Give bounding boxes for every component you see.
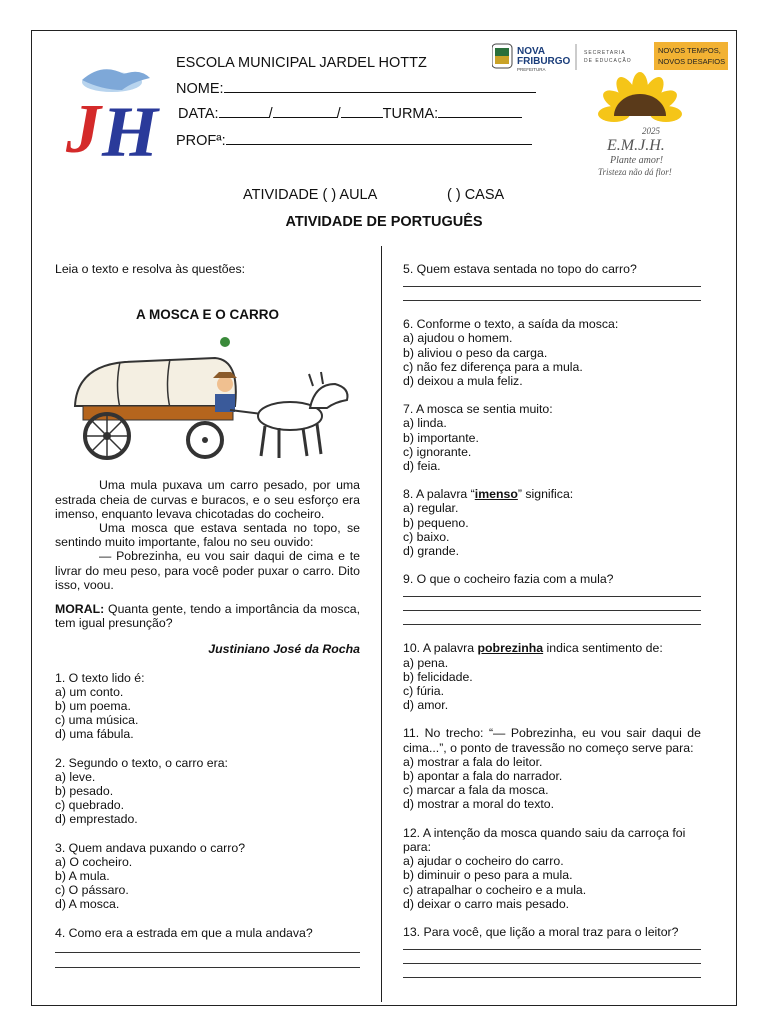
school-jh-logo	[62, 60, 162, 164]
day-line	[219, 104, 269, 118]
right-column	[403, 262, 701, 978]
year-line	[341, 104, 383, 118]
date-field[interactable]	[178, 104, 522, 122]
svg-text:H: H	[102, 92, 159, 164]
motto-1: Plante amor!	[610, 155, 664, 166]
q3-option-d[interactable]: d) A mosca.	[55, 897, 120, 912]
q7-option-a[interactable]: a) linda.	[403, 416, 447, 431]
q10-text-post: indica sentimento de:	[543, 641, 663, 656]
question-10	[403, 641, 701, 655]
answer-line[interactable]	[403, 624, 701, 625]
answer-line[interactable]	[403, 963, 701, 964]
left-column	[55, 262, 360, 968]
svg-text:NOVOS TEMPOS,: NOVOS TEMPOS,	[658, 46, 721, 55]
q1-option-a[interactable]: a) um conto.	[55, 684, 124, 699]
answer-line[interactable]	[403, 610, 701, 611]
name-line	[224, 79, 536, 93]
mule-cart-illustration	[65, 336, 355, 474]
q12-option-c[interactable]: c) atrapalhar o cocheiro e a mula.	[403, 882, 587, 897]
q8-text-post: ” significa:	[517, 487, 574, 502]
name-label: NOME:	[176, 81, 224, 97]
fly-icon	[220, 337, 230, 347]
q8-keyword: imenso	[474, 487, 518, 502]
school-acronym: E.M.J.H.	[607, 137, 665, 154]
q8-option-c[interactable]: c) baixo.	[403, 529, 450, 544]
question-2: 2. Segundo o texto, o carro era:	[55, 755, 228, 770]
school-name: ESCOLA MUNICIPAL JARDEL HOTTZ	[176, 55, 427, 71]
q1-option-d[interactable]: d) uma fábula.	[55, 727, 134, 742]
q7-option-c[interactable]: c) ignorante.	[403, 444, 472, 459]
moral-text: Quanta gente, tendo a importância da mosca, tem igual presunção?	[55, 602, 360, 631]
q12-option-b[interactable]: b) diminuir o peso para a mula.	[403, 868, 573, 883]
teacher-label: PROFª:	[176, 133, 226, 149]
q10-option-d[interactable]: d) amor.	[403, 698, 449, 713]
q10-keyword: pobrezinha	[477, 641, 544, 656]
q8-option-d[interactable]: d) grande.	[403, 544, 460, 559]
activity-aula-option[interactable]: ATIVIDADE ( ) AULA	[243, 187, 378, 203]
q7-option-b[interactable]: b) importante.	[403, 430, 479, 445]
story-title: A MOSCA E O CARRO	[135, 307, 279, 323]
answer-line[interactable]	[403, 286, 701, 287]
q1-option-b[interactable]: b) um poema.	[55, 699, 131, 714]
q7-option-d[interactable]: d) feia.	[403, 459, 441, 474]
svg-text:SECRETARIA: SECRETARIA	[584, 50, 626, 56]
q8-option-b[interactable]: b) pequeno.	[403, 515, 469, 530]
date-label: DATA:	[178, 106, 219, 122]
q2-option-b[interactable]: b) pesado.	[55, 784, 114, 799]
q11-option-b[interactable]: b) apontar a fala do narrador.	[403, 769, 563, 784]
column-divider	[381, 246, 382, 1002]
sunflower-icon	[598, 72, 682, 122]
q3-option-c[interactable]: c) O pássaro.	[55, 883, 129, 898]
question-13: 13. Para você, que lição a moral traz para o leitor?	[403, 924, 679, 939]
q10-option-b[interactable]: b) felicidade.	[403, 669, 473, 684]
q3-option-a[interactable]: a) O cocheiro.	[55, 854, 133, 869]
q10-option-a[interactable]: a) pena.	[403, 655, 449, 670]
instruction: Leia o texto e resolva às questões:	[55, 262, 246, 276]
q6-option-c[interactable]: c) não fez diferença para a mula.	[403, 359, 583, 374]
q1-option-c[interactable]: c) uma música.	[55, 713, 139, 728]
name-field[interactable]	[176, 79, 536, 97]
svg-text:NOVOS DESAFIOS: NOVOS DESAFIOS	[658, 57, 726, 66]
question-8	[403, 487, 701, 501]
teacher-line	[226, 131, 532, 145]
question-5: 5. Quem estava sentada no topo do carro?	[403, 262, 637, 276]
city-sub: PREFEITURA	[517, 67, 546, 72]
date-sep: /	[336, 106, 341, 122]
q10-text-pre: 10. A palavra	[403, 641, 478, 656]
answer-line[interactable]	[403, 596, 701, 597]
question-12: 12. A intenção da mosca quando saiu da carroça foi para:	[403, 825, 686, 854]
story-paragraph-2: Uma mosca que estava sentada no topo, se sentindo muito importante, falou no seu ouvido:	[55, 521, 360, 550]
question-6: 6. Conforme o texto, a saída da mosca:	[403, 317, 619, 332]
q6-option-b[interactable]: b) aliviou o peso da carga.	[403, 345, 548, 360]
school-year: 2025	[642, 126, 660, 136]
q8-text-pre: 8. A palavra “	[403, 487, 475, 502]
svg-text:DE EDUCAÇÃO: DE EDUCAÇÃO	[584, 58, 632, 64]
q11-option-c[interactable]: c) marcar a fala da mosca.	[403, 783, 549, 798]
answer-line[interactable]	[403, 949, 701, 950]
q8-option-a[interactable]: a) regular.	[403, 501, 459, 516]
q6-option-d[interactable]: d) deixou a mula feliz.	[403, 374, 523, 389]
q2-option-c[interactable]: c) quebrado.	[55, 798, 125, 813]
month-line	[273, 104, 337, 118]
question-4: 4. Como era a estrada em que a mula andava?	[55, 925, 313, 940]
q12-option-a[interactable]: a) ajudar o cocheiro do carro.	[403, 854, 564, 869]
question-9: 9. O que o cocheiro fazia com a mula?	[403, 572, 614, 587]
answer-line[interactable]	[55, 967, 360, 968]
answer-line[interactable]	[403, 300, 701, 301]
partner-logos	[492, 42, 732, 182]
q11-option-d[interactable]: d) mostrar a moral do texto.	[403, 797, 555, 812]
q12-option-d[interactable]: d) deixar o carro mais pesado.	[403, 896, 570, 911]
moral	[55, 602, 360, 630]
class-label: TURMA:	[382, 106, 439, 122]
city-name-top: NOVA	[517, 46, 546, 57]
date-sep: /	[268, 106, 273, 122]
svg-text:J: J	[66, 91, 101, 164]
q11-option-a[interactable]: a) mostrar a fala do leitor.	[403, 754, 543, 769]
question-3: 3. Quem andava puxando o carro?	[55, 840, 246, 855]
moral-label: MORAL:	[55, 602, 105, 617]
motto-2: Tristeza não dá flor!	[598, 167, 672, 177]
q2-option-d[interactable]: d) emprestado.	[55, 812, 138, 827]
answer-line[interactable]	[403, 977, 701, 978]
question-1: 1. O texto lido é:	[55, 670, 145, 685]
q3-option-b[interactable]: b) A mula.	[55, 869, 110, 884]
q6-option-a[interactable]: a) ajudou o homem.	[403, 331, 513, 346]
question-7: 7. A mosca se sentia muito:	[403, 402, 553, 417]
author: Justiniano José da Rocha	[208, 642, 360, 657]
story-paragraph-3: — Pobrezinha, eu vou sair daqui de cima e te livrar do meu peso, para você poder puxar o carro. Dito isso, voou.	[55, 549, 360, 592]
nova-friburgo-crest-icon	[492, 44, 512, 68]
answer-line[interactable]	[55, 952, 360, 953]
story-paragraph-1: Uma mula puxava um carro pesado, por uma estrada cheia de curvas e buracos, e o seu esforço era imenso, enquanto levava chicotadas do cocheiro.	[55, 478, 360, 521]
q2-option-a[interactable]: a) leve.	[55, 769, 96, 784]
city-name-bottom: FRIBURGO	[517, 56, 571, 67]
q10-option-c[interactable]: c) fúria.	[403, 684, 444, 699]
question-11: 11. No trecho: “— Pobrezinha, eu vou sair daqui de cima...”, o ponto de travessão no começo serve para:	[403, 726, 701, 755]
activity-casa-option[interactable]: ( ) CASA	[447, 187, 505, 203]
teacher-field[interactable]	[176, 131, 532, 149]
subject-title: ATIVIDADE DE PORTUGUÊS	[285, 214, 483, 230]
